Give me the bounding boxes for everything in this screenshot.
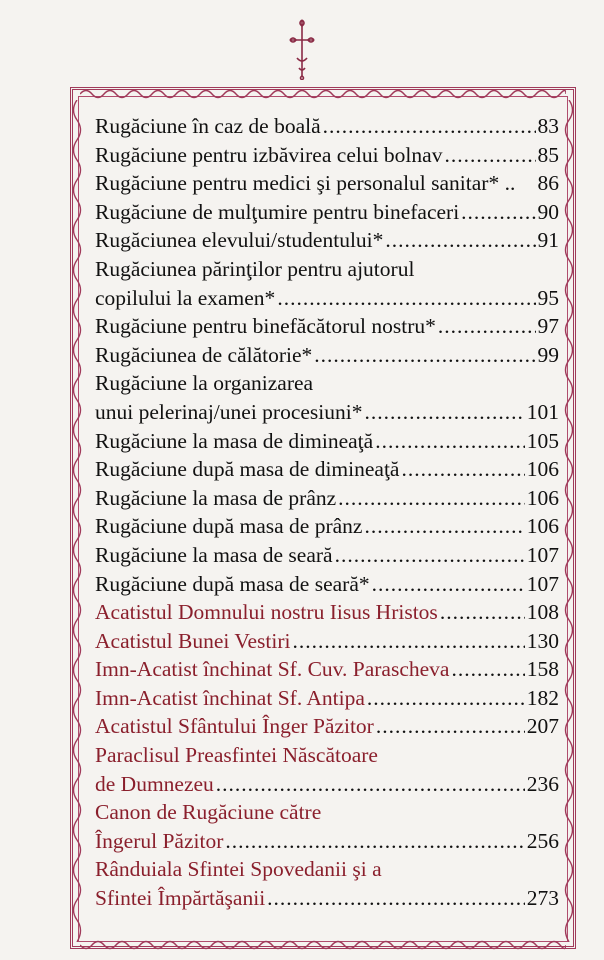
toc-entry-title: Rugăciunea de călătorie*	[95, 342, 313, 367]
dot-leader	[451, 655, 524, 684]
cross-icon	[287, 18, 317, 80]
dot-leader	[335, 541, 525, 570]
dot-leader	[438, 312, 536, 341]
toc-entry[interactable]	[95, 455, 559, 484]
toc-entry[interactable]	[95, 484, 559, 513]
toc-entry-title: Rugăciune pentru medici şi personalul sanitar* ..	[95, 171, 516, 196]
dot-leader	[216, 770, 525, 799]
toc-entry-title-line1: Rugăciune la organizarea	[95, 371, 314, 396]
toc-entry-page: 91	[537, 228, 559, 253]
toc-entry-title-line1: Paraclisul Preasfintei Născătoare	[95, 743, 378, 768]
toc-entry-title: Sfintei Împărtăşanii	[95, 886, 266, 911]
toc-entry[interactable]	[95, 598, 559, 627]
toc-entry[interactable]	[95, 741, 559, 798]
toc-entry[interactable]	[95, 141, 559, 170]
toc-entry-title-line1: Rugăciunea părinţilor pentru ajutorul	[95, 256, 415, 281]
toc-entry[interactable]	[95, 112, 559, 141]
toc-entry[interactable]	[95, 255, 559, 312]
toc-entry[interactable]	[95, 798, 559, 855]
toc-entry[interactable]	[95, 427, 559, 456]
toc-entry-page: 236	[526, 771, 559, 796]
toc-entry-title: Rugăciunea elevului/studentului*	[95, 228, 384, 253]
toc-entry-page: 158	[526, 657, 559, 682]
toc-entry-title-line1: Canon de Rugăciune către	[95, 800, 322, 825]
toc-entry-page: 130	[526, 628, 559, 653]
toc-entry-page: 182	[526, 685, 559, 710]
toc-entry[interactable]	[95, 512, 559, 541]
toc-entry-page: 256	[526, 828, 559, 853]
toc-entry-page: 106	[526, 457, 559, 482]
table-of-contents	[95, 112, 559, 913]
dot-leader	[364, 398, 524, 427]
toc-entry[interactable]	[95, 169, 559, 198]
toc-entry-page: 83	[537, 114, 559, 138]
toc-entry-title: Acatistul Sfântului Înger Păzitor	[95, 714, 374, 739]
dot-leader	[440, 598, 525, 627]
toc-entry-title: Rugăciune pentru izbăvirea celui bolnav	[95, 142, 443, 167]
dot-leader	[364, 512, 524, 541]
dot-leader	[225, 827, 524, 856]
toc-entry-title: de Dumnezeu	[95, 771, 214, 796]
toc-entry[interactable]	[95, 684, 559, 713]
toc-entry[interactable]	[95, 855, 559, 912]
toc-entry-title-line1: Rânduiala Sfintei Spovedanii şi a	[95, 857, 382, 882]
frame-ornament-left	[70, 100, 84, 942]
toc-entry-title: Rugăciune la masa de seară	[95, 542, 333, 567]
toc-entry[interactable]	[95, 198, 559, 227]
toc-entry-title: unui pelerinaj/unei procesiuni*	[95, 399, 363, 424]
dot-leader	[367, 684, 525, 713]
toc-entry-page: 90	[537, 199, 559, 224]
toc-entry-title: copilului la examen*	[95, 285, 276, 310]
toc-entry-page: 105	[526, 428, 559, 453]
toc-entry-title: Rugăciune după masa de prânz	[95, 514, 363, 539]
toc-entry-title: Îngerul Păzitor	[95, 828, 224, 853]
toc-entry-title: Rugăciune pentru binefăcătorul nostru*	[95, 314, 436, 339]
toc-entry-page: 107	[526, 571, 559, 596]
toc-entry-page: 273	[526, 886, 559, 911]
dot-leader	[338, 484, 525, 513]
toc-entry-page: 108	[526, 600, 559, 625]
dot-leader	[292, 627, 524, 656]
toc-entry-page: 106	[526, 485, 559, 510]
toc-entry[interactable]	[95, 341, 559, 370]
toc-entry-page: 207	[526, 714, 559, 739]
dot-leader	[444, 141, 535, 170]
dot-leader	[267, 884, 525, 913]
toc-entry-page: 107	[526, 542, 559, 567]
toc-entry-title: Rugăciune de mulţumire pentru binefaceri	[95, 199, 460, 224]
dot-leader	[376, 712, 525, 741]
dot-leader	[375, 427, 525, 456]
toc-entry-title: Acatistul Bunei Vestiri	[95, 628, 291, 653]
dot-leader	[277, 284, 535, 313]
toc-entry-page: 97	[537, 314, 559, 339]
toc-entry-page: 106	[526, 514, 559, 539]
toc-entry-title: Rugăciune la masa de dimineaţă	[95, 428, 374, 453]
toc-entry[interactable]	[95, 226, 559, 255]
toc-entry-title: Imn-Acatist închinat Sf. Antipa	[95, 685, 365, 710]
toc-entry[interactable]	[95, 541, 559, 570]
toc-entry-page: 101	[526, 399, 559, 424]
toc-entry[interactable]	[95, 712, 559, 741]
frame-ornament-right	[562, 100, 576, 942]
toc-entry-page: 86	[537, 171, 559, 196]
toc-entry-page: 85	[537, 142, 559, 167]
toc-entry-title: Rugăciune după masa de seară*	[95, 571, 370, 596]
toc-entry[interactable]	[95, 570, 559, 599]
toc-entry-page: 99	[537, 342, 559, 367]
dot-leader	[461, 198, 535, 227]
dot-leader	[401, 455, 524, 484]
frame-ornament-top	[80, 87, 566, 101]
toc-entry-title: Rugăciune la masa de prânz	[95, 485, 337, 510]
toc-entry-title: Imn-Acatist închinat Sf. Cuv. Parascheva	[95, 657, 450, 682]
frame-ornament-bottom	[80, 938, 566, 952]
toc-entry-page: 95	[537, 285, 559, 310]
dot-leader	[323, 112, 536, 141]
toc-entry[interactable]	[95, 627, 559, 656]
toc-entry-title: Rugăciune după masa de dimineaţă	[95, 457, 400, 482]
toc-entry[interactable]	[95, 312, 559, 341]
dot-leader	[314, 341, 535, 370]
toc-entry[interactable]	[95, 369, 559, 426]
toc-entry-title: Acatistul Domnului nostru Iisus Hristos	[95, 600, 438, 625]
toc-entry-title: Rugăciune în caz de boală	[95, 114, 321, 138]
dot-leader	[385, 226, 535, 255]
dot-leader	[372, 570, 525, 599]
toc-entry[interactable]	[95, 655, 559, 684]
